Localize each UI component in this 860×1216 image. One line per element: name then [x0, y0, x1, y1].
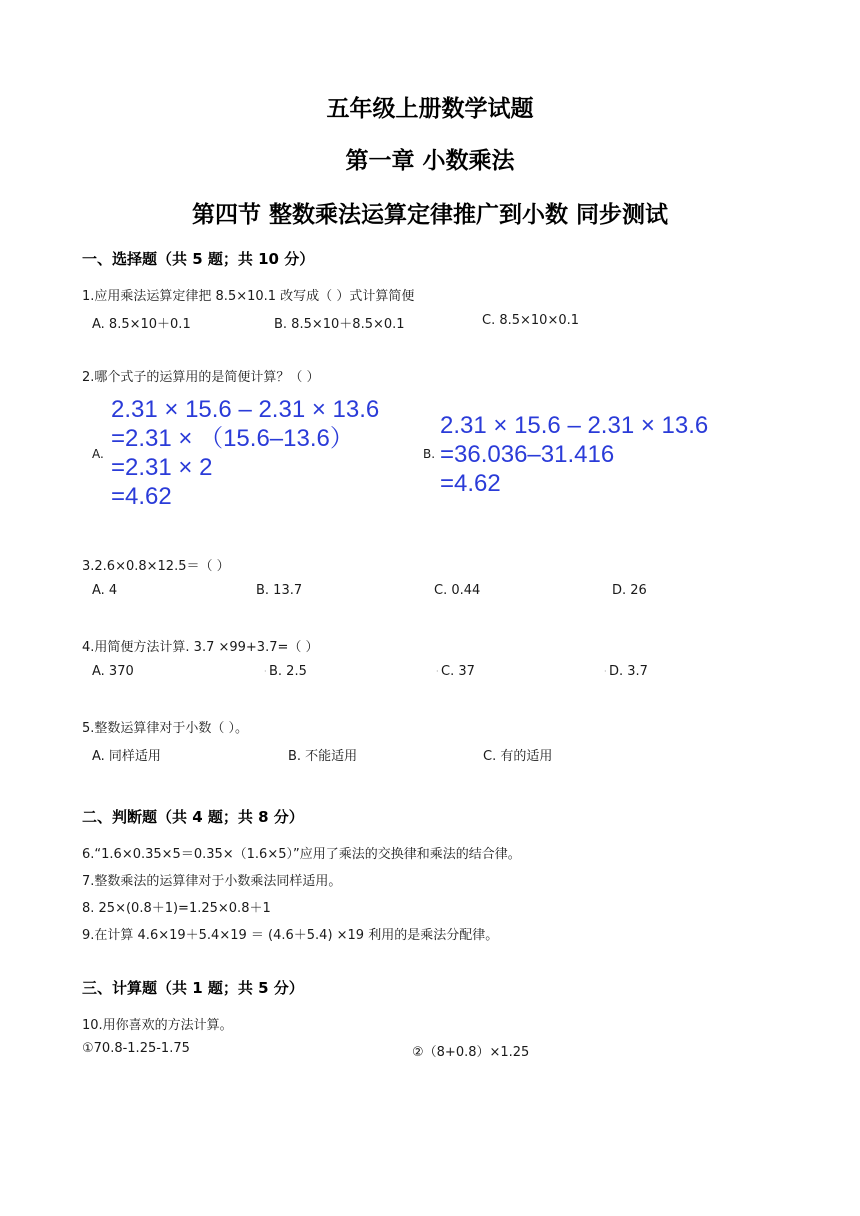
- q10-text: 10.用你喜欢的方法计算。: [82, 1018, 233, 1033]
- q2-b-line: =4.62: [440, 470, 501, 497]
- q2-option-a-work: [111, 395, 379, 511]
- q5-option-a: A. 同样适用: [92, 749, 161, 764]
- q5-option-b: B. 不能适用: [288, 749, 358, 764]
- q7-text: 7.整数乘法的运算律对于小数乘法同样适用。: [82, 874, 342, 889]
- q2-text: 2.哪个式子的运算用的是简便计算？（ ）: [82, 370, 320, 385]
- q1-text: 1.应用乘法运算定律把 8.5×10.1 改写成（ ）式计算简便: [82, 289, 415, 304]
- q6-text: 6.“1.6×0.35×5＝0.35×（1.6×5）”应用了乘法的交换律和乘法的结合律。: [82, 847, 521, 862]
- q2-option-b-label: B.: [423, 447, 436, 461]
- chapter-title: 第一章 小数乘法: [345, 147, 515, 174]
- q4-option-b: B. 2.5: [269, 664, 307, 679]
- part3-heading: 三、计算题（共 1 题；共 5 分）: [82, 979, 304, 997]
- part2-heading: 二、判断题（共 4 题；共 8 分）: [82, 808, 304, 826]
- q2-option-b-work: [440, 411, 708, 498]
- q1-option-a: A. 8.5×10＋0.1: [92, 317, 191, 332]
- q4-option-c: C. 37: [441, 664, 475, 679]
- q3-option-a: A. 4: [92, 583, 118, 598]
- q2-a-line: =2.31 × 2: [111, 454, 213, 481]
- q3-option-c: C. 0.44: [434, 583, 481, 598]
- q5-option-c: C. 有的适用: [483, 749, 553, 764]
- q4-option-d: D. 3.7: [609, 664, 648, 679]
- q2-a-line: =4.62: [111, 483, 172, 510]
- q9-text: 9.在计算 4.6×19＋5.4×19 ＝ (4.6＋5.4) ×19 利用的是乘法分配律。: [82, 928, 499, 943]
- dot-marker-icon: ·: [264, 667, 267, 676]
- q3-text: 3.2.6×0.8×12.5＝（ ）: [82, 559, 230, 574]
- dot-marker-icon: ·: [436, 667, 439, 676]
- part1-heading: 一、选择题（共 5 题；共 10 分）: [82, 250, 315, 268]
- q3-option-b: B. 13.7: [256, 583, 303, 598]
- q8-text: 8. 25×(0.8＋1)=1.25×0.8＋1: [82, 901, 271, 916]
- q5-text: 5.整数运算律对于小数（ ）。: [82, 721, 249, 736]
- section-title: 第四节 整数乘法运算定律推广到小数 同步测试: [191, 201, 668, 228]
- q2-option-a-label: A.: [92, 447, 104, 461]
- q2-a-line: 2.31 × 15.6 – 2.31 × 13.6: [111, 396, 380, 423]
- q10-item-1: ①70.8-1.25-1.75: [82, 1041, 190, 1056]
- q10-item-2: ②（8+0.8）×1.25: [412, 1045, 530, 1060]
- q4-text: 4.用简便方法计算. 3.7 ×99+3.7=（ ）: [82, 640, 319, 655]
- q2-b-line: =36.036–31.416: [440, 441, 615, 468]
- q1-option-b: B. 8.5×10＋8.5×0.1: [274, 317, 405, 332]
- grade-title: 五年级上册数学试题: [326, 95, 534, 122]
- q4-option-a: A. 370: [92, 664, 134, 679]
- q1-option-c: C. 8.5×10×0.1: [482, 313, 580, 328]
- q2-b-line: 2.31 × 15.6 – 2.31 × 13.6: [440, 412, 709, 439]
- q2-a-line: =2.31 × （15.6–13.6）: [111, 425, 354, 452]
- dot-marker-icon: ·: [604, 667, 607, 676]
- q3-option-d: D. 26: [612, 583, 647, 598]
